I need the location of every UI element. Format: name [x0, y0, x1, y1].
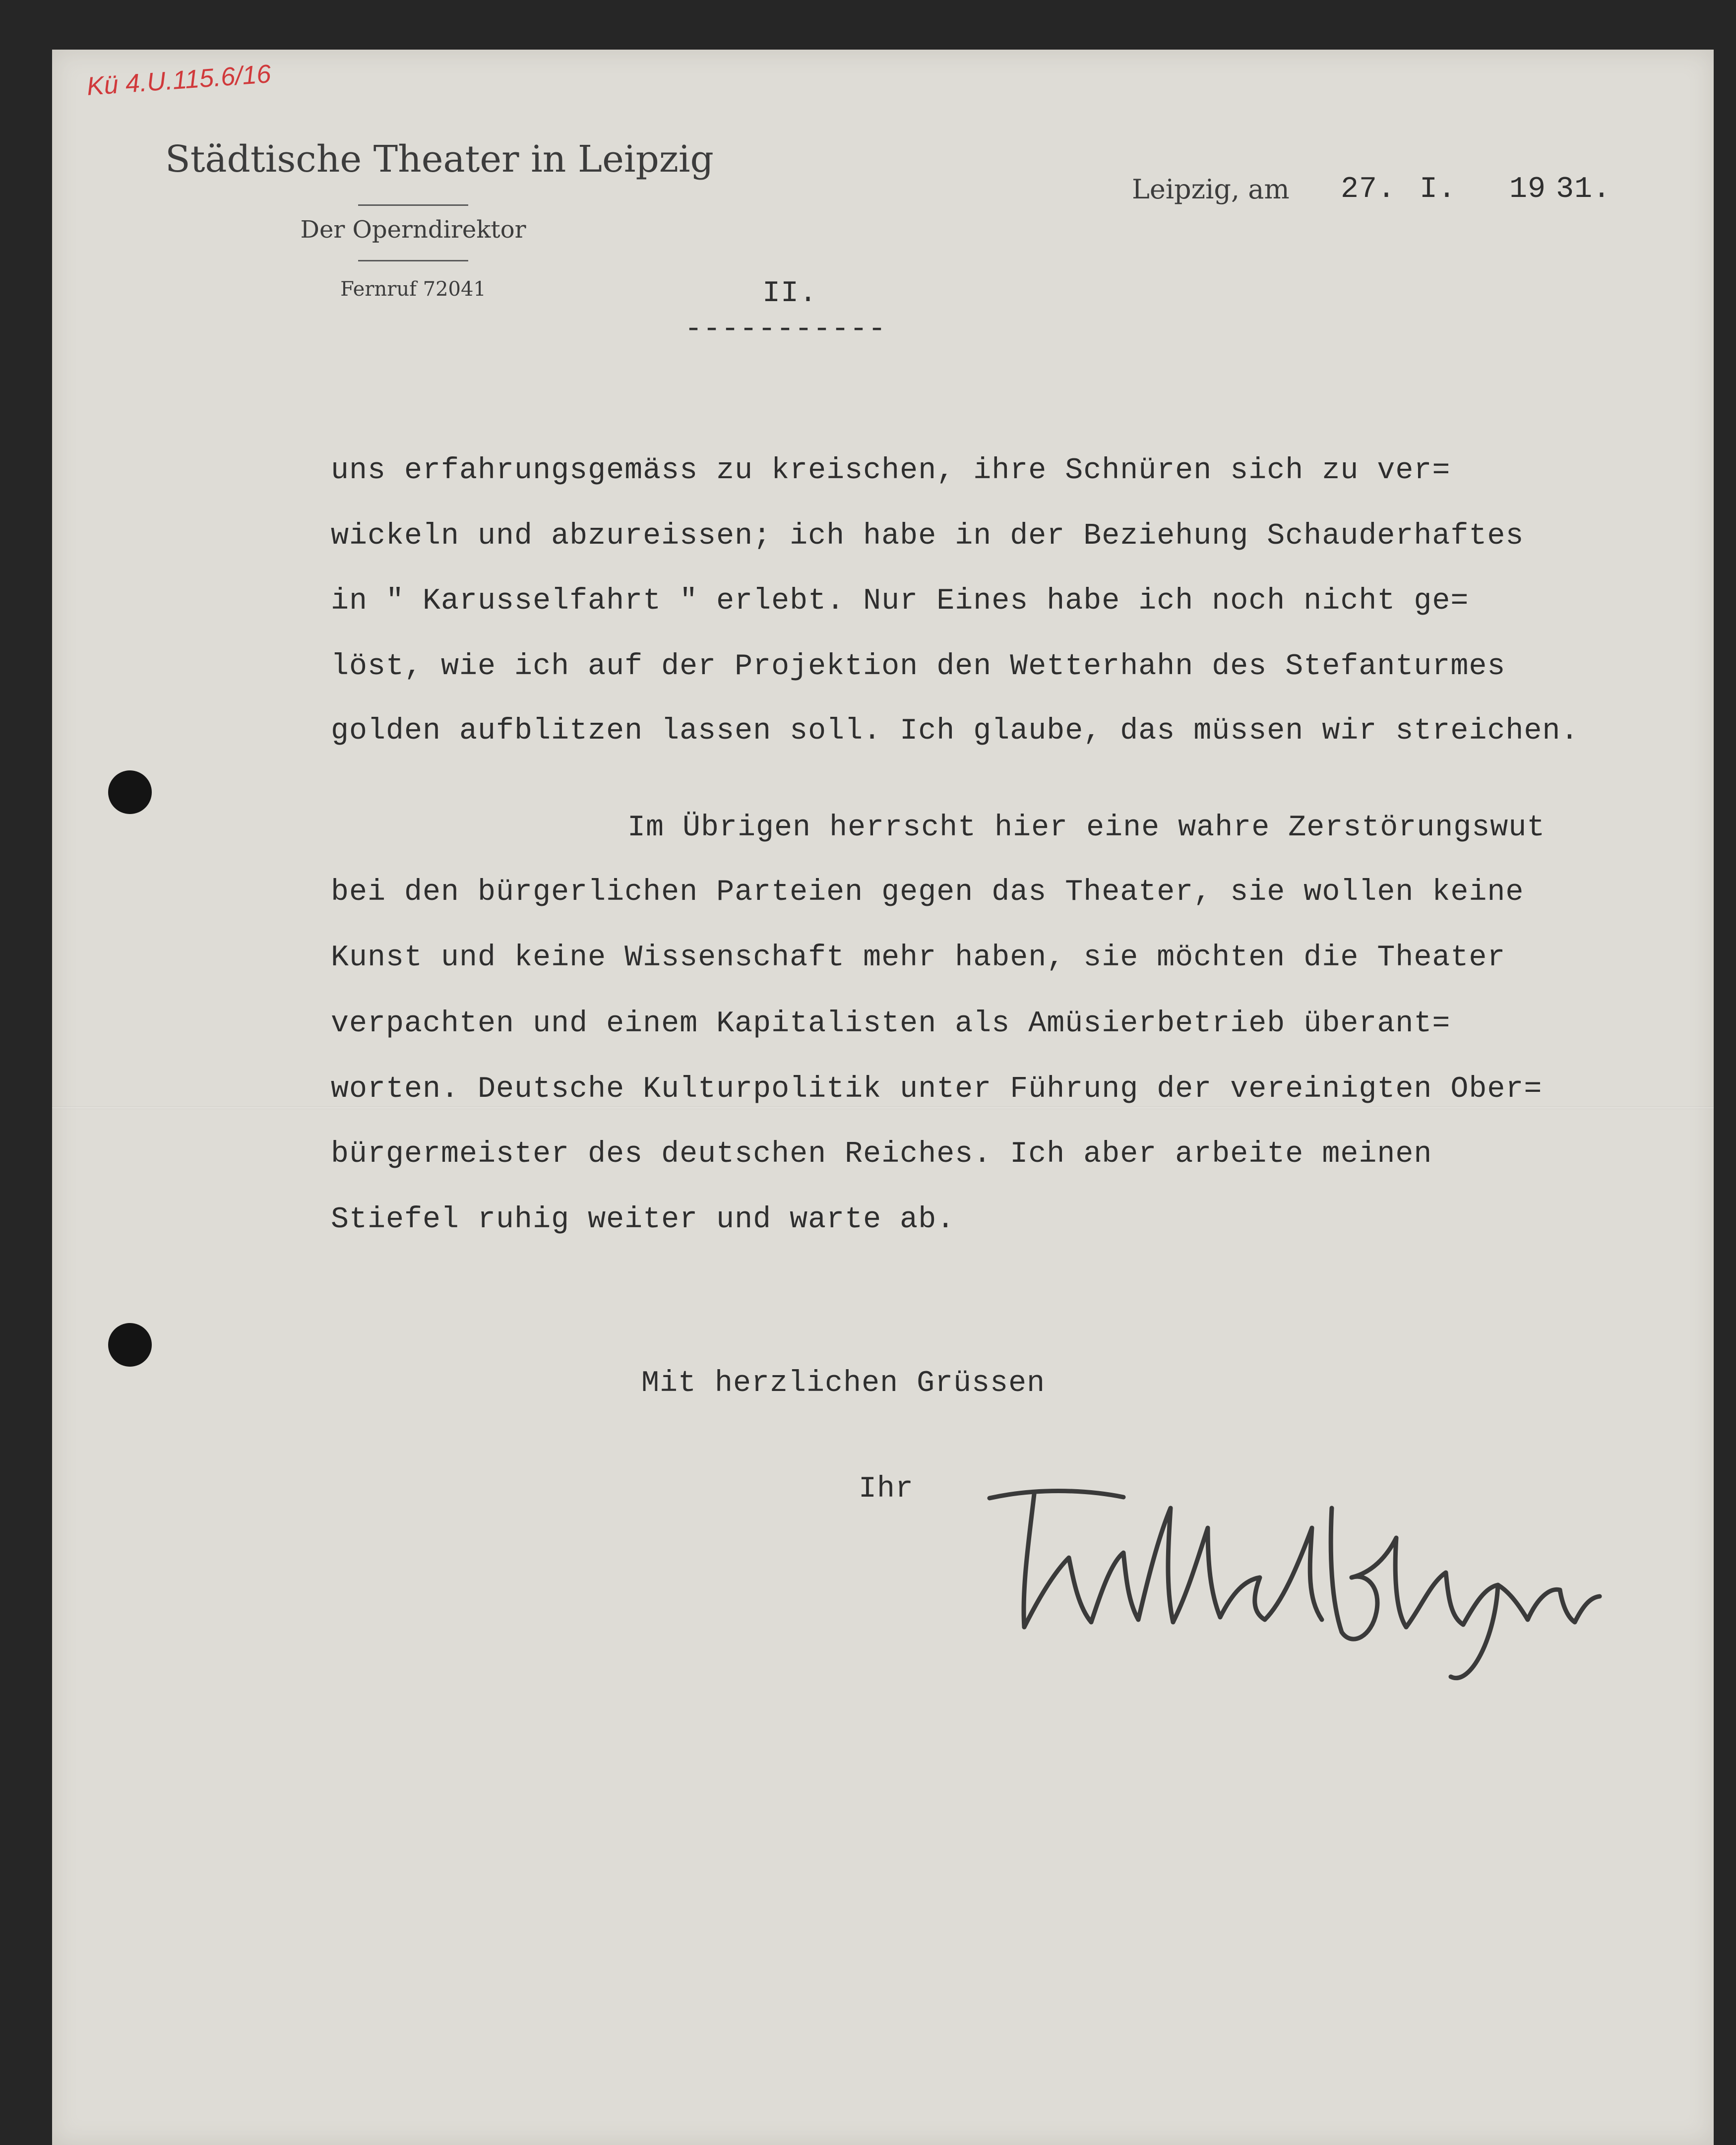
letterhead-rule-upper — [358, 204, 468, 206]
letterhead-phone: Fernruf 72041 — [340, 278, 486, 301]
punch-hole-upper — [108, 770, 152, 814]
letterhead-subtitle: Der Operndirektor — [300, 216, 526, 244]
closing-phrase: Mit herzlichen Grüssen — [641, 1367, 1046, 1400]
punch-hole-lower — [108, 1323, 152, 1367]
body-line: verpachten und einem Kapitalisten als Amüsierbetrieb überant= — [331, 1007, 1451, 1041]
letterhead-rule-lower — [358, 260, 468, 261]
page-number-rule: ----------- — [684, 313, 887, 346]
body-line: worten. Deutsche Kulturpolitik unter Führung der vereinigten Ober= — [331, 1072, 1543, 1106]
body-line: wickeln und abzureissen; ich habe in der Beziehung Schauderhaftes — [331, 519, 1524, 553]
page-fold — [52, 1106, 1714, 1109]
body-line: bei den bürgerlichen Parteien gegen das Theater, sie wollen keine — [331, 876, 1524, 909]
handwritten-signature — [975, 1478, 1610, 1692]
body-line: golden aufblitzen lassen soll. Ich glaube, das müssen wir streichen. — [331, 714, 1579, 748]
archive-reference: Kü 4.U.115.6/16 — [86, 60, 272, 101]
page-number: II. — [762, 277, 818, 311]
letter-page — [52, 50, 1714, 2145]
body-line: löst, wie ich auf der Projektion den Wetterhahn des Stefanturmes — [331, 650, 1506, 684]
date-place: Leipzig, am — [1132, 174, 1290, 205]
date-century: 19 — [1509, 173, 1547, 206]
body-line: uns erfahrungsgemäss zu kreischen, ihre Schnüren sich zu ver= — [331, 454, 1451, 488]
body-line: Im Übrigen herrscht hier eine wahre Zerstörungswut — [627, 811, 1546, 845]
date-year: 31. — [1556, 173, 1612, 206]
letterhead-title: Städtische Theater in Leipzig — [165, 138, 714, 181]
date-month: I. — [1420, 173, 1457, 206]
body-line: bürgermeister des deutschen Reiches. Ich aber arbeite meinen — [331, 1137, 1432, 1171]
body-line: Stiefel ruhig weiter und warte ab. — [331, 1203, 955, 1237]
body-line: Kunst und keine Wissenschaft mehr haben, sie möchten die Theater — [331, 941, 1506, 975]
date-day: 27. — [1341, 173, 1396, 206]
salutation: Ihr — [859, 1472, 914, 1506]
body-line: in " Karusselfahrt " erlebt. Nur Eines habe ich noch nicht ge= — [331, 584, 1469, 618]
